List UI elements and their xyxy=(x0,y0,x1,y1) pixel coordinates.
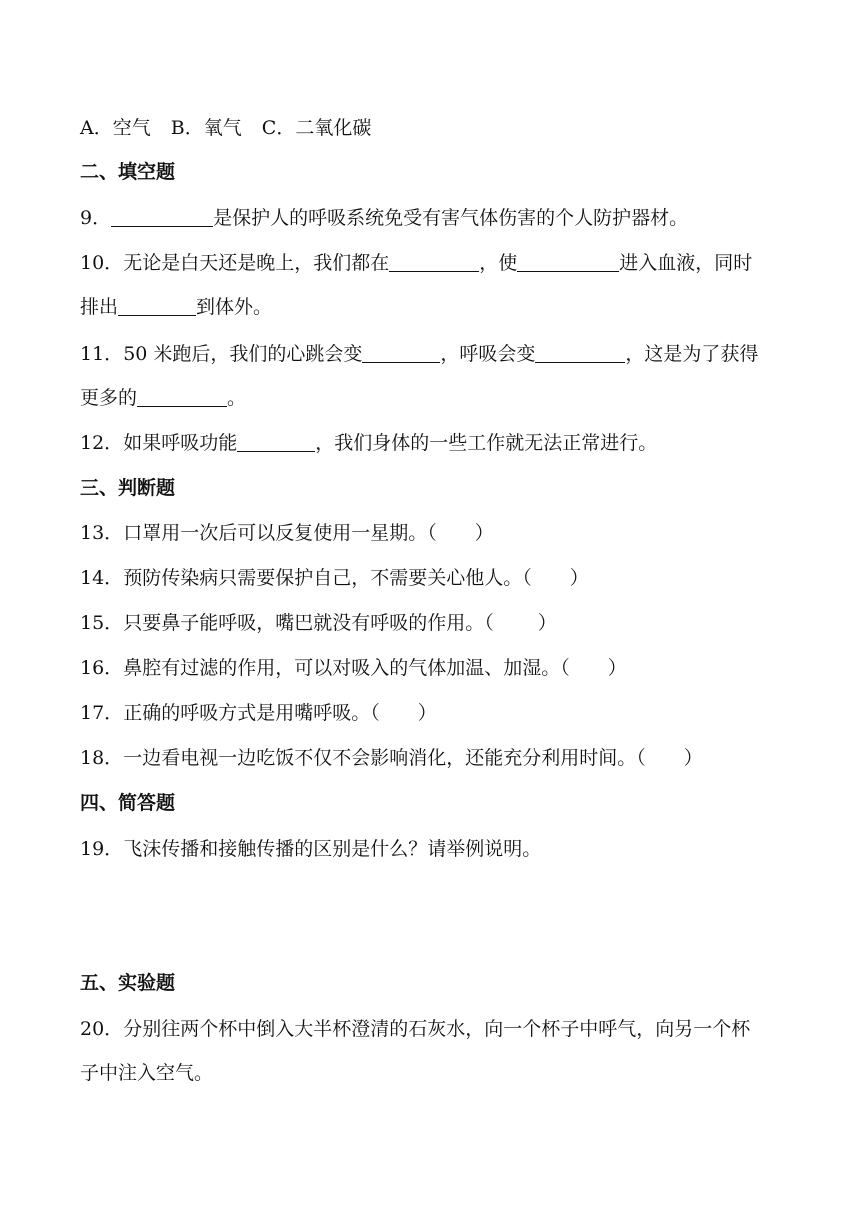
question-number: 11． xyxy=(80,343,124,365)
question-text: 无论是白天还是晚上，我们都在 xyxy=(123,252,390,274)
question-number: 20． xyxy=(80,1018,124,1040)
question-number: 13． xyxy=(80,522,124,544)
question-text: 子中注入空气。 xyxy=(80,1062,214,1084)
answer-blank[interactable] xyxy=(137,386,227,407)
question-number: 14． xyxy=(80,567,124,589)
question-text: 正确的呼吸方式是用嘴呼吸。（ ） xyxy=(123,702,437,724)
question-text: ，呼吸会变 xyxy=(440,343,536,365)
question-11-line2 xyxy=(80,384,790,412)
question-15 xyxy=(80,609,790,637)
question-text: 到体外。 xyxy=(196,296,273,318)
question-number: 19． xyxy=(80,838,124,860)
option-a: A．空气 xyxy=(80,117,151,139)
question-number: 15． xyxy=(80,612,124,634)
question-text: 如果呼吸功能 xyxy=(123,432,238,454)
question-number: 12． xyxy=(80,432,124,454)
question-text: 分别往两个杯中倒入大半杯澄清的石灰水，向一个杯子中呼气，向另一个杯 xyxy=(123,1018,751,1040)
question-17 xyxy=(80,699,790,727)
section-4-title: 四、简答题 xyxy=(80,792,176,814)
question-number: 17． xyxy=(80,702,124,724)
question-19 xyxy=(80,835,790,863)
question-16 xyxy=(80,654,790,682)
answer-blank[interactable] xyxy=(389,251,479,272)
question-text: 飞沫传播和接触传播的区别是什么？请举例说明。 xyxy=(123,838,542,860)
question-12 xyxy=(80,429,790,457)
question-number: 9． xyxy=(80,207,112,229)
question-20-line2 xyxy=(80,1059,790,1087)
question-text: ，我们身体的一些工作就无法正常进行。 xyxy=(315,432,658,454)
question-number: 10． xyxy=(80,252,124,274)
answer-blank[interactable] xyxy=(111,206,213,227)
question-text: ，使 xyxy=(479,252,518,274)
question-text: 口罩用一次后可以反复使用一星期。（ ） xyxy=(123,522,494,544)
answer-blank[interactable] xyxy=(237,431,315,452)
answer-blank[interactable] xyxy=(517,251,619,272)
question-text: 预防传染病只需要保护自己，不需要关心他人。（ ） xyxy=(123,567,589,589)
section-5-title: 五、实验题 xyxy=(80,972,176,994)
answer-blank[interactable] xyxy=(535,342,625,363)
section-3-title: 三、判断题 xyxy=(80,477,176,499)
question-text: 只要鼻子能呼吸，嘴巴就没有呼吸的作用。（ ） xyxy=(123,612,557,634)
question-number: 18． xyxy=(80,747,124,769)
option-c: C．二氧化碳 xyxy=(261,117,372,139)
question-text: 进入血液，同时 xyxy=(619,252,753,274)
question-text: 是保护人的呼吸系统免受有害气体伤害的个人防护器材。 xyxy=(213,207,689,229)
question-text: 。 xyxy=(227,387,247,409)
question-text: 更多的 xyxy=(80,387,138,409)
question-text: 一边看电视一边吃饭不仅不会影响消化，还能充分利用时间。（ ） xyxy=(123,747,703,769)
option-b: B．氧气 xyxy=(170,117,242,139)
question-text: 鼻腔有过滤的作用，可以对吸入的气体加温、加湿。（ ） xyxy=(123,657,627,679)
question-10-line1 xyxy=(80,249,790,277)
question-9 xyxy=(80,204,790,232)
question-11-line1 xyxy=(80,340,790,368)
question-10-line2 xyxy=(80,293,790,321)
question-13 xyxy=(80,519,790,547)
section-2-title: 二、填空题 xyxy=(80,161,176,183)
question-18 xyxy=(80,744,790,772)
question-number: 16． xyxy=(80,657,124,679)
answer-blank[interactable] xyxy=(118,295,196,316)
q8-options xyxy=(80,114,790,142)
question-text: 50 米跑后，我们的心跳会变 xyxy=(123,343,363,365)
question-14 xyxy=(80,564,790,592)
question-text: 排出 xyxy=(80,296,119,318)
answer-blank[interactable] xyxy=(362,342,440,363)
question-text: ，这是为了获得 xyxy=(625,343,759,365)
question-20-line1 xyxy=(80,1015,790,1043)
